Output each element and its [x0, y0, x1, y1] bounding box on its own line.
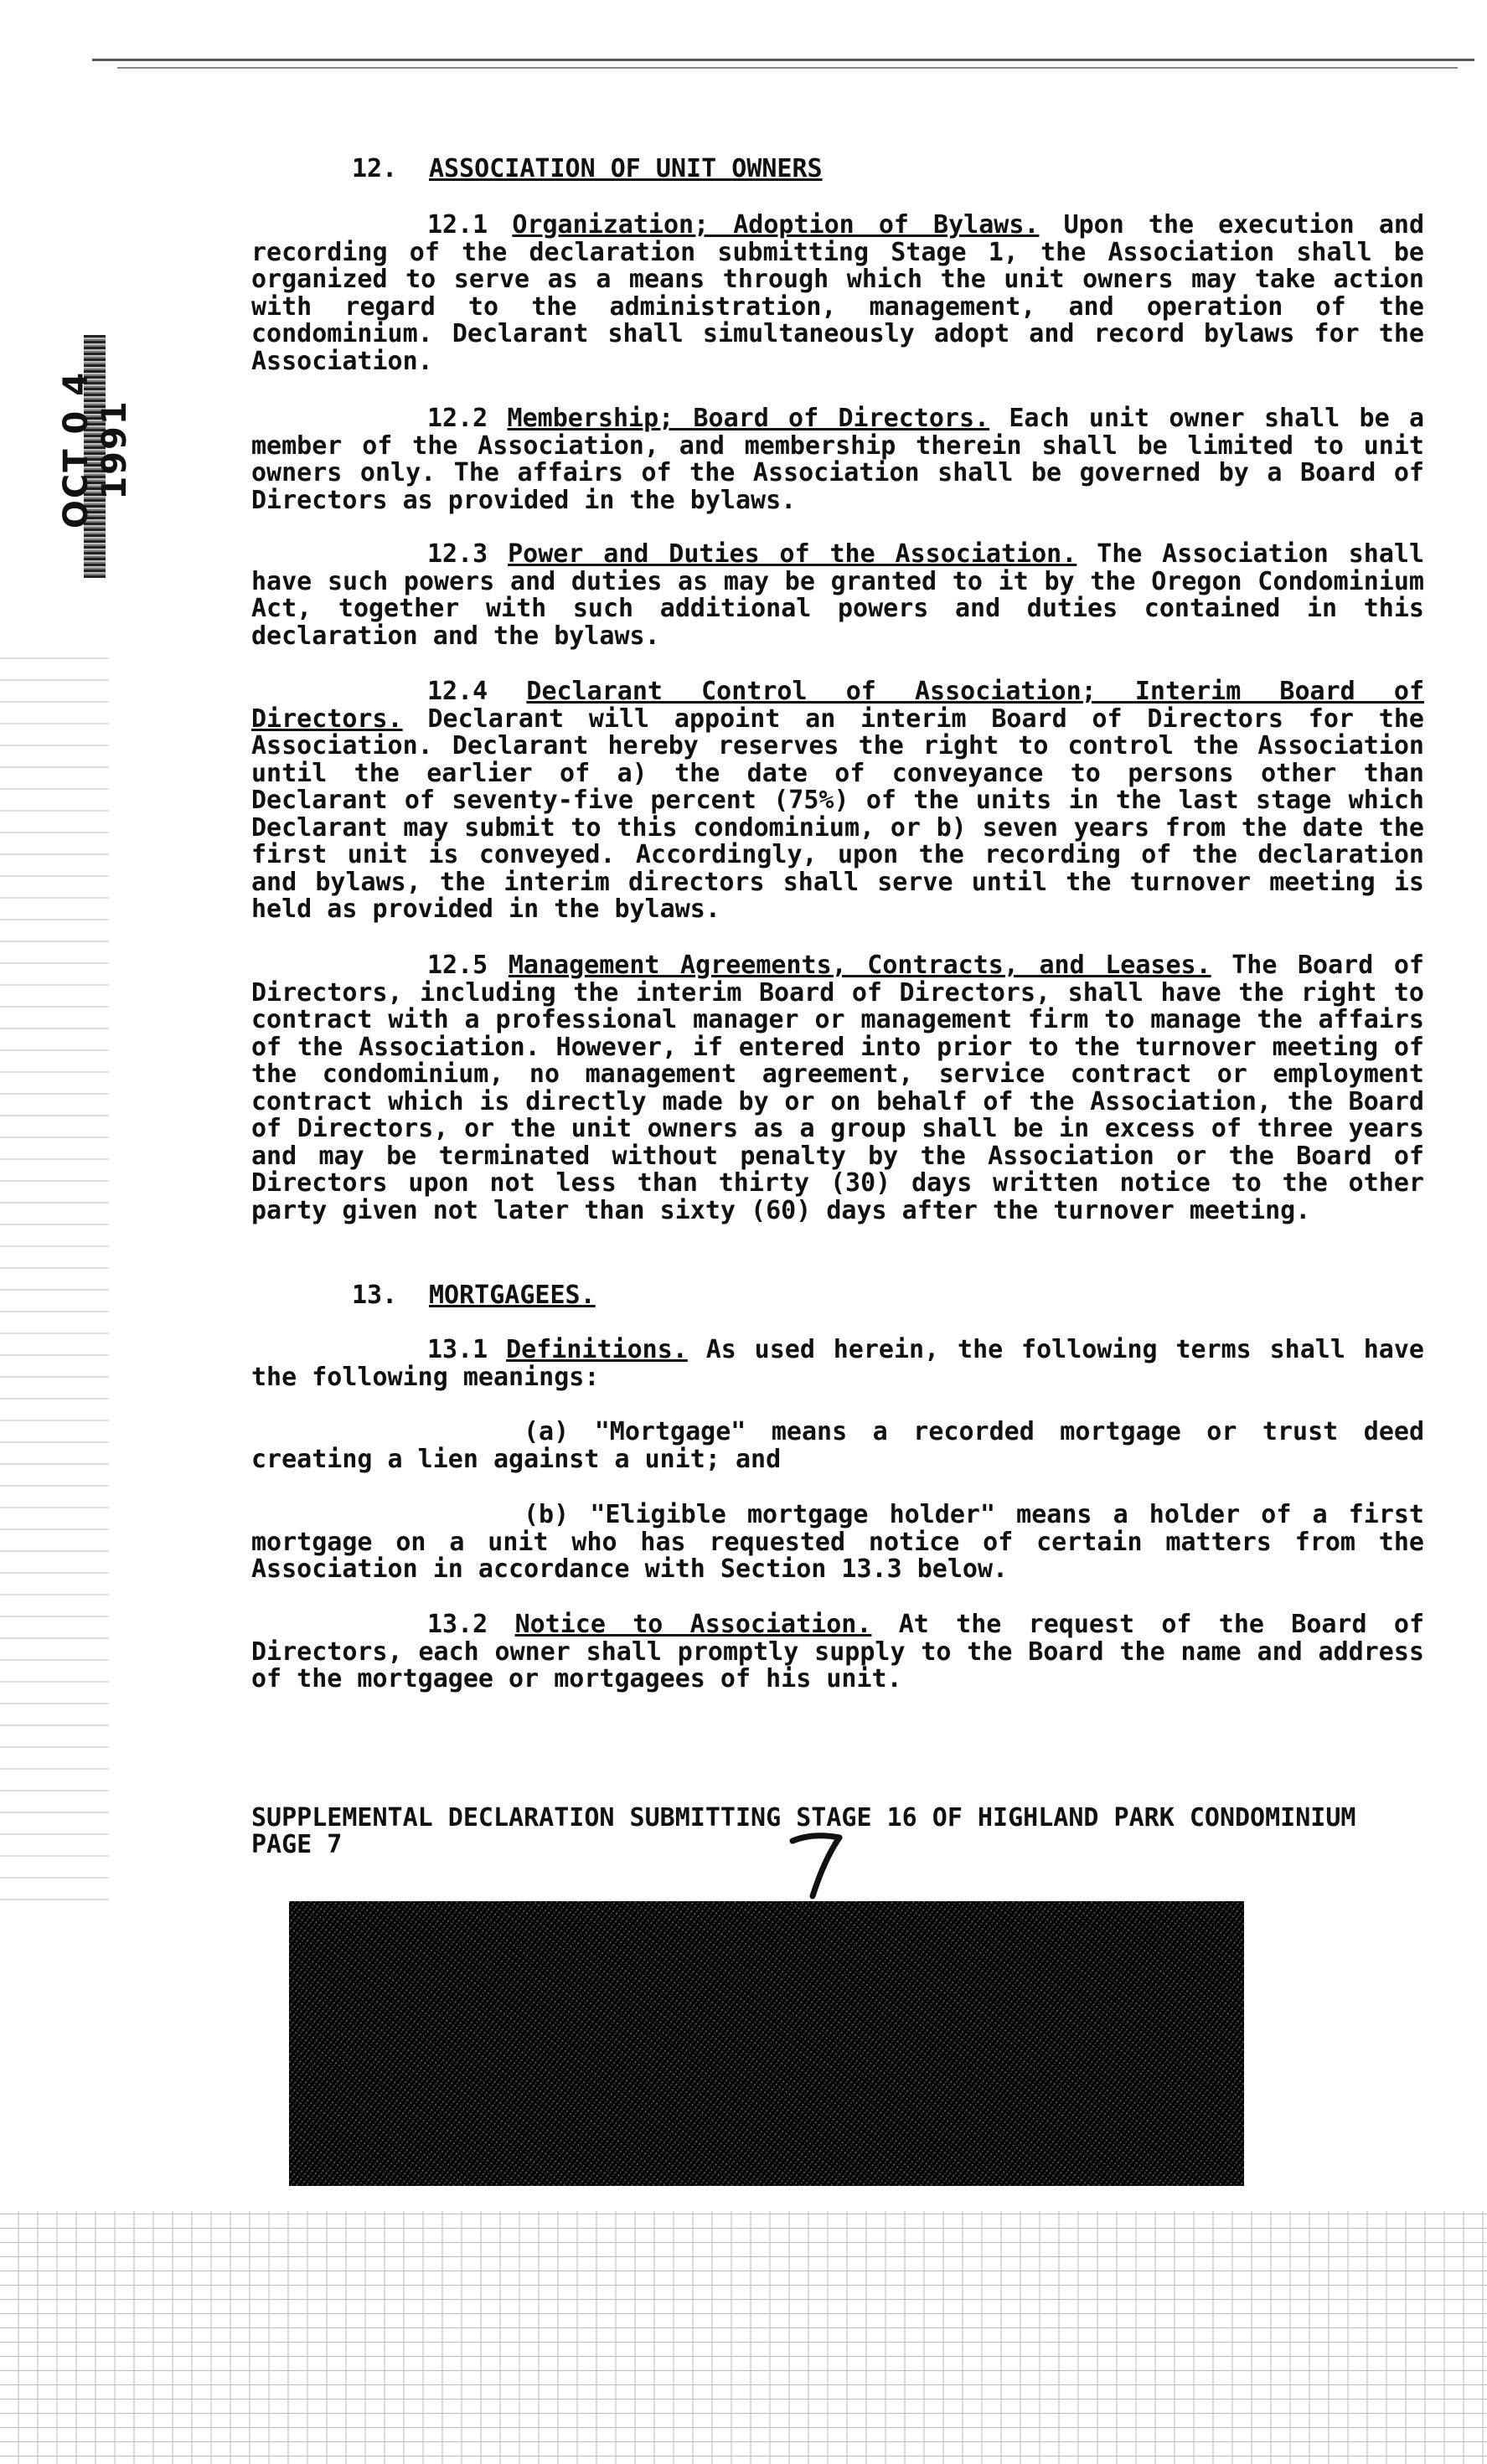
scan-noise-block — [289, 1901, 1244, 2186]
paragraph-12-5-title: Management Agreements, Contracts, and Leases. — [508, 951, 1211, 980]
paragraph-12-2-title: Membership; Board of Directors. — [507, 404, 990, 433]
paragraph-12-5-number: 12.5 — [427, 951, 488, 980]
paragraph-12-1 — [251, 212, 1424, 375]
scan-artifact-top-2 — [117, 67, 1458, 69]
paragraph-13-1-text: As used herein, the following terms shall have the following meanings: — [251, 1335, 1424, 1392]
paragraph-12-2-text: Each unit owner shall be a member of the Association, and membership therein shall be limited to unit owners only. The affairs of the Association shall be governed by a Board of Directors as provided in the bylaws. — [251, 404, 1425, 515]
section-12-number: 12. — [352, 154, 398, 183]
paragraph-13-1-a-label: (a) — [524, 1417, 570, 1446]
paragraph-13-2-title: Notice to Association. — [514, 1610, 872, 1639]
section-13-title: MORTGAGEES. — [429, 1281, 596, 1310]
paragraph-13-1-b-text: "Eligible mortgage holder" means a holder of a first mortgage on a unit who has requested notice of certain matters from the Association in accordance with Section 13.3 below. — [251, 1500, 1424, 1584]
paragraph-12-3-number: 12.3 — [427, 539, 488, 569]
paragraph-12-4 — [251, 678, 1424, 924]
paragraph-12-1-title: Organization; Adoption of Bylaws. — [512, 210, 1040, 240]
paragraph-13-1-number: 13.1 — [427, 1335, 488, 1364]
section-12-heading — [352, 155, 823, 183]
section-13-heading — [352, 1281, 596, 1310]
scan-artifact-top — [92, 59, 1474, 61]
paragraph-12-3 — [251, 541, 1424, 650]
paragraph-13-1-a — [251, 1419, 1424, 1473]
paragraph-13-1-b — [251, 1502, 1424, 1584]
paragraph-12-3-text: The Association shall have such powers and duties as may be granted to it by the Oregon Condominium Act, together with such additional powers and duties contained in this declaration and the bylaws. — [251, 539, 1425, 651]
handwritten-page-number — [787, 1826, 846, 1901]
receipt-stamp — [34, 335, 134, 578]
paragraph-12-4-text: Declarant will appoint an interim Board of Directors for the Association. Declarant hereby reserves the right to control the Association until the earlier of a) the date of conveyance to persons other than Declarant of seventy-five percent (75%) of the units in the last stage which Declarant may submit to this condominium, or b) seven years from the date the first unit is conveyed. Accordingly, upon the recording of the declaration and bylaws, the interim directors shall serve until the turnover meeting is held as provided in the bylaws. — [251, 704, 1424, 924]
paragraph-12-4-number: 12.4 — [427, 677, 488, 706]
paragraph-12-4-title: Declarant Control of Association; Interim Board of Directors. — [251, 677, 1425, 734]
paragraph-13-1-title: Definitions. — [506, 1335, 688, 1364]
footer-document-title: SUPPLEMENTAL DECLARATION SUBMITTING STAGE 16 OF HIGHLAND PARK CONDOMINIUM — [251, 1803, 1356, 1833]
paragraph-12-2-number: 12.2 — [427, 404, 488, 433]
margin-scan-noise — [0, 653, 109, 1910]
paragraph-12-3-title: Power and Duties of the Association. — [508, 539, 1077, 569]
paragraph-13-1 — [251, 1337, 1424, 1391]
bottom-scan-noise — [0, 2211, 1487, 2464]
paragraph-12-1-text: Upon the execution and recording of the declaration submitting Stage 1, the Association shall be organized to serve as a means through which the unit owners may take action with regard to the administration, management, and operation of the condominium. Declarant shall simultaneously adopt and record bylaws for the Association. — [251, 210, 1425, 376]
paragraph-12-5-text: The Board of Directors, including the interim Board of Directors, shall have the right to contract with a professional manager or management firm to manage the affairs of the Association. However, if entered into prior to the turnover meeting of the condominium, no management agreement, service contract or employment contract which is directly made by or on behalf of the Association, the Board of Directors, or the unit owners as a group shall be in excess of three years and may be terminated without penalty by the Association or the Board of Directors upon not less than thirty (30) days written notice to the other party given not later than sixty (60) days after the turnover meeting. — [251, 951, 1424, 1225]
paragraph-13-2 — [251, 1611, 1424, 1693]
paragraph-12-1-number: 12.1 — [427, 210, 488, 240]
paragraph-13-2-number: 13.2 — [427, 1610, 488, 1639]
paragraph-13-1-b-label: (b) — [524, 1500, 570, 1529]
section-12-title: ASSOCIATION OF UNIT OWNERS — [429, 154, 823, 183]
stamp-date: OCT 0 4 1991 — [57, 370, 134, 529]
section-13-number: 13. — [352, 1281, 398, 1310]
paragraph-13-1-a-text: "Mortgage" means a recorded mortgage or trust deed creating a lien against a unit; and — [251, 1417, 1425, 1474]
footer-page-label: PAGE 7 — [251, 1830, 343, 1859]
paragraph-13-2-text: At the request of the Board of Directors, each owner shall promptly supply to the Board the name and address of the mortgagee or mortgagees of his unit. — [251, 1610, 1425, 1693]
paragraph-12-5 — [251, 952, 1424, 1224]
paragraph-12-2 — [251, 405, 1424, 514]
